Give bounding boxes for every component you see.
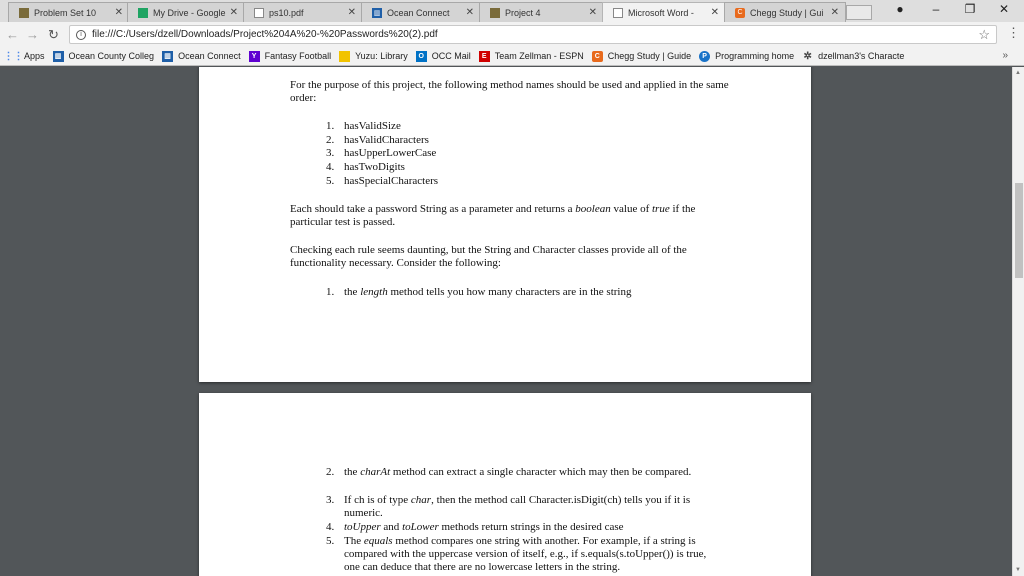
reload-icon[interactable]: ↻ bbox=[48, 27, 59, 42]
close-icon[interactable]: ✕ bbox=[830, 7, 839, 18]
tab-title: My Drive - Google bbox=[153, 7, 226, 18]
bookmark-occ-mail[interactable] bbox=[416, 51, 471, 62]
bookmark-star-icon[interactable]: ☆ bbox=[978, 27, 990, 42]
bookmark-label: Team Zellman - ESPN bbox=[494, 51, 584, 61]
close-window-icon[interactable]: ✕ bbox=[998, 2, 1010, 16]
bookmark-label: Programming home bbox=[715, 51, 795, 61]
minimize-icon[interactable]: – bbox=[932, 2, 940, 16]
bookmark-label: Ocean Connect bbox=[178, 51, 241, 61]
menu-icon[interactable]: ⋮ bbox=[1007, 25, 1020, 40]
new-tab-button[interactable] bbox=[846, 5, 872, 20]
bookmark-label: Yuzu: Library bbox=[355, 51, 408, 61]
bookmark-programming-home[interactable] bbox=[699, 51, 794, 62]
bookmark-apps[interactable] bbox=[3, 50, 45, 62]
close-icon[interactable]: ✕ bbox=[114, 7, 123, 18]
close-icon[interactable]: ✕ bbox=[710, 7, 719, 18]
tab-microsoft-word[interactable] bbox=[602, 2, 726, 22]
ocean-connect-icon: ▥ bbox=[373, 9, 381, 17]
close-icon[interactable]: ✕ bbox=[347, 7, 356, 18]
scroll-down-icon[interactable]: ▼ bbox=[1015, 567, 1021, 573]
bookmark-fantasy-football[interactable] bbox=[249, 51, 332, 62]
close-icon[interactable]: ✕ bbox=[588, 7, 597, 18]
bookmark-ocean-connect[interactable] bbox=[162, 51, 241, 62]
tab-chegg-study[interactable] bbox=[724, 2, 846, 22]
bookmark-label: Chegg Study | Guide bbox=[607, 51, 692, 61]
outlook-icon: O bbox=[416, 51, 427, 62]
tab-title: Ocean Connect bbox=[387, 7, 450, 18]
programming-icon: P bbox=[699, 51, 710, 62]
paragraph-boolean: Each should take a password String as a parameter and returns a boolean value of true if the particular test is passed. bbox=[290, 203, 696, 228]
document-icon bbox=[254, 8, 264, 18]
pdf-page: 2. the charAt method can extract a single character which may then be compared. 3. If ch is of type char, then the method call Character.isDigit(ch) tells you if it is numeric. 4. toUpper and toLower methods return strings in the desired case 5. The equals method compares one string with another. For example, if a string is compared with the uppercase version of itself, e.g., if s.equals(s.toUpper()) is true, one can deduce that there are no lowercase letters in the string. bbox=[199, 393, 811, 576]
restore-icon[interactable]: ❐ bbox=[964, 2, 976, 16]
pdf-viewer[interactable] bbox=[0, 67, 1024, 576]
tab-title: ps10.pdf bbox=[269, 7, 304, 18]
ocean-connect-icon: ▥ bbox=[53, 51, 64, 62]
apps-grid-icon: ⋮⋮ bbox=[3, 50, 24, 62]
tab-strip bbox=[0, 0, 1024, 22]
blackboard-icon bbox=[490, 8, 500, 18]
paragraph-checking: Checking each rule seems daunting, but the String and Character classes provide all of the functionality necessary. Consider the following: bbox=[290, 244, 687, 269]
google-drive-icon bbox=[138, 8, 148, 18]
tab-ps10-pdf[interactable] bbox=[243, 2, 363, 22]
tab-title: Microsoft Word - bbox=[628, 7, 694, 18]
forward-icon[interactable]: → bbox=[26, 27, 39, 42]
document-icon bbox=[613, 8, 623, 18]
chegg-icon: C bbox=[592, 51, 603, 62]
scrollbar[interactable] bbox=[1012, 67, 1024, 576]
ocean-connect-icon: ▥ bbox=[162, 51, 173, 62]
close-icon[interactable]: ✕ bbox=[229, 7, 238, 18]
bookmarks-bar bbox=[0, 47, 1024, 66]
paragraph-intro: For the purpose of this project, the following method names should be used and applied in the same order: bbox=[290, 79, 729, 104]
bookmark-label: Ocean County Colleg bbox=[68, 51, 155, 61]
info-icon[interactable]: i bbox=[76, 30, 86, 40]
pdf-page: For the purpose of this project, the following method names should be used and applied in the same order: 1. hasValidSize 2. hasValidCharacters 3. hasUpperLowerCase 4. hasTwoDigits 5. hasSpecialCharacters Each should take a password String as a parameter and returns a boolean value of true if the particular test is passed. Checking each rule seems daunting, but the String and Character classes provide all of the functionality necessary. Consider the following: 1. the length method tells you how many characters are in the string bbox=[199, 67, 811, 382]
address-bar[interactable] bbox=[69, 25, 997, 44]
chegg-icon: C bbox=[735, 8, 745, 18]
url-text: file:///C:/Users/dzell/Downloads/Project%204A%20-%20Passwords%20(2).pdf bbox=[92, 29, 438, 40]
blackboard-icon bbox=[19, 8, 29, 18]
bookmark-ocean-county-college[interactable] bbox=[53, 51, 155, 62]
bookmark-label: OCC Mail bbox=[431, 51, 471, 61]
toolbar bbox=[0, 22, 1024, 47]
tab-ocean-connect[interactable] bbox=[361, 2, 481, 22]
profile-icon[interactable]: ● bbox=[896, 2, 904, 16]
character-icon: ✲ bbox=[803, 50, 812, 62]
scroll-up-icon[interactable]: ▲ bbox=[1015, 70, 1021, 76]
tab-title: Project 4 bbox=[505, 7, 541, 18]
bookmark-label: dzellman3's Characte bbox=[818, 51, 905, 61]
yuzu-icon bbox=[339, 51, 350, 62]
bookmark-chegg-study[interactable] bbox=[592, 51, 691, 62]
espn-icon: E bbox=[479, 51, 490, 62]
scrollbar-thumb[interactable] bbox=[1015, 183, 1023, 278]
tab-my-drive[interactable] bbox=[127, 2, 245, 22]
yahoo-icon: Y bbox=[249, 51, 260, 62]
bookmark-label: Fantasy Football bbox=[264, 51, 332, 61]
back-icon[interactable]: ← bbox=[6, 27, 19, 42]
bookmark-yuzu-library[interactable] bbox=[339, 51, 408, 62]
tab-title: Chegg Study | Gui bbox=[750, 7, 824, 18]
bookmark-team-zellman-espn[interactable] bbox=[479, 51, 584, 62]
more-bookmarks-icon[interactable]: » bbox=[1002, 50, 1008, 61]
close-icon[interactable]: ✕ bbox=[465, 7, 474, 18]
tab-project-4[interactable] bbox=[479, 2, 604, 22]
bookmark-label: Apps bbox=[24, 51, 45, 61]
bookmark-character[interactable] bbox=[802, 51, 904, 62]
tab-problem-set-10[interactable] bbox=[8, 2, 130, 22]
tab-title: Problem Set 10 bbox=[34, 7, 97, 18]
